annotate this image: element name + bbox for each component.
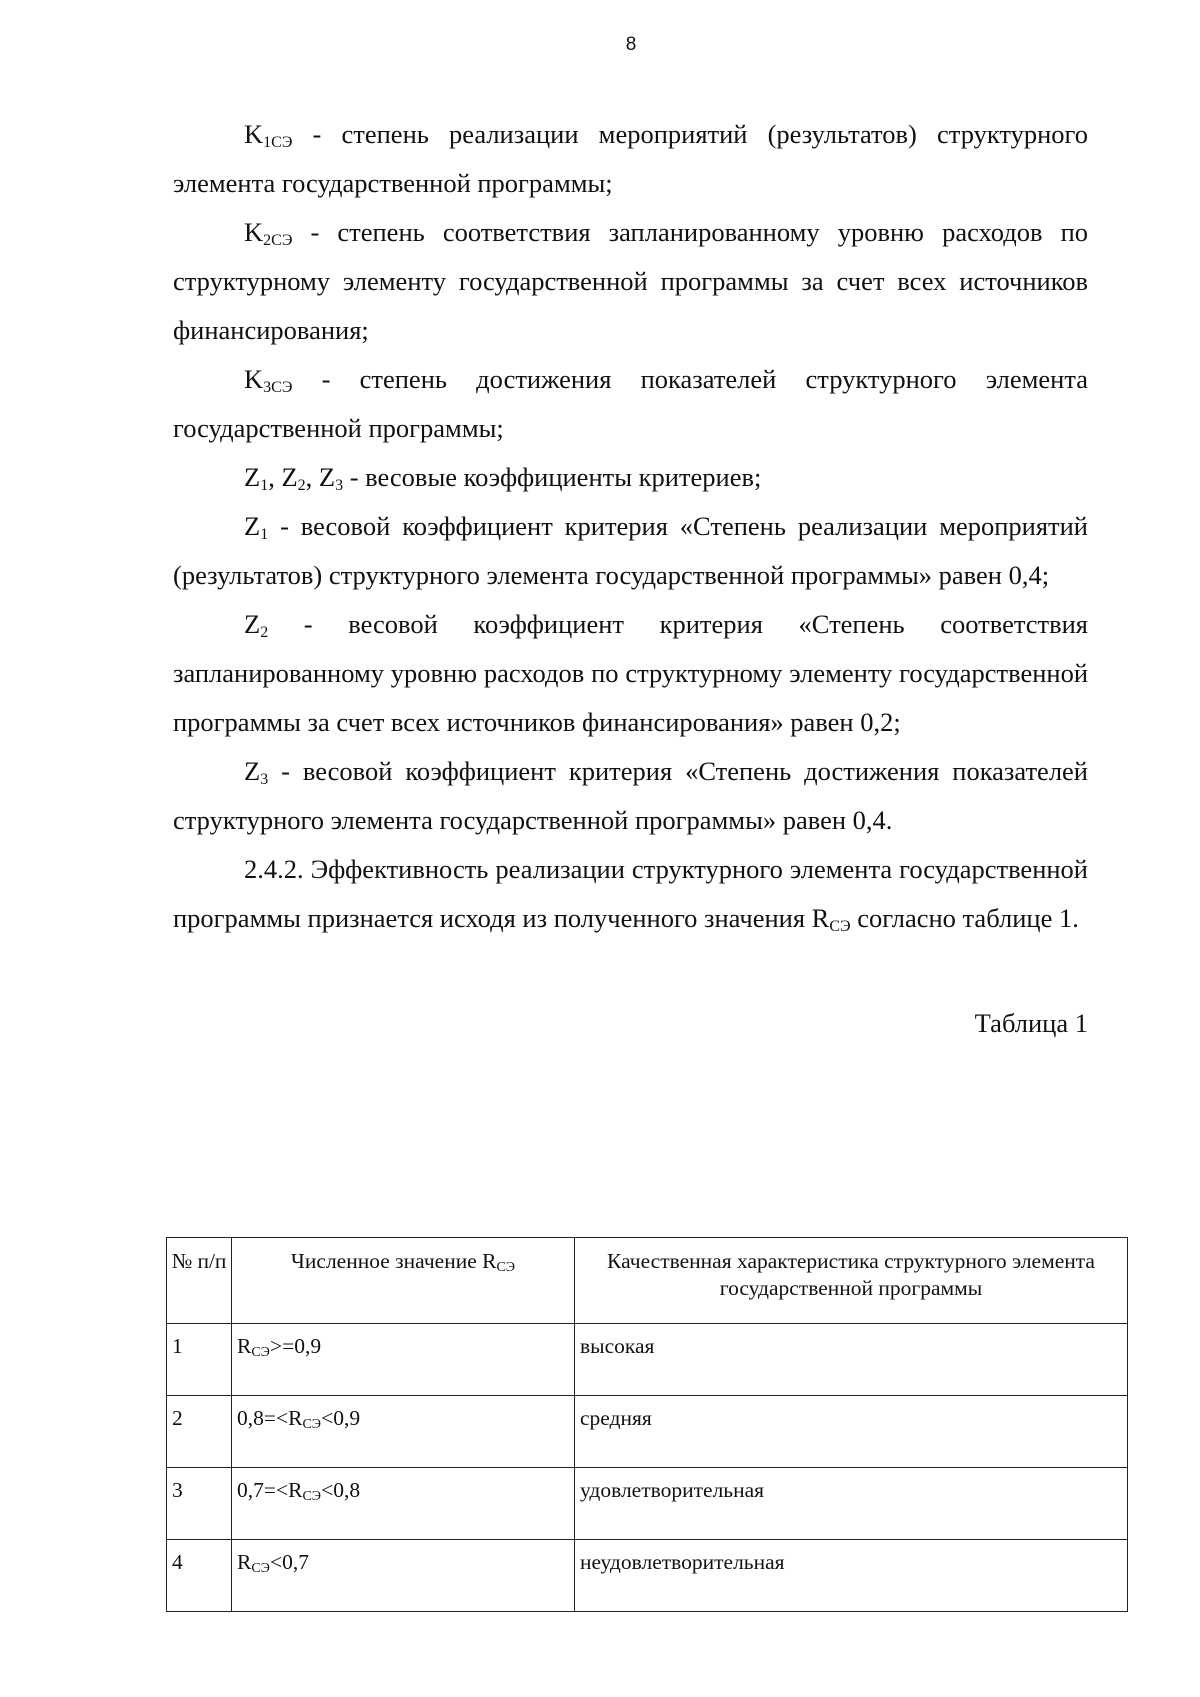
paragraph-z2: $Z_2$ - весовой коэффициент критерия «Степень соответствия запланированному уровню расходов по структурному элементу государственной программы за счет всех источников финансирования» равен 0,2; [173, 609, 1088, 737]
paragraph-k3: $K_{3СЭ}$ - степень достижения показателей структурного элемента государственной программы; [173, 364, 1088, 443]
cell-value: $0,7=<R_{СЭ}<0,8$ [232, 1468, 575, 1540]
table-row [167, 1540, 1128, 1612]
cell-quality: средняя [575, 1396, 1128, 1468]
paragraph-weights: $Z_1$, $Z_2$, $Z_3$ - весовые коэффициенты критериев; [244, 462, 762, 494]
document-body [173, 110, 1088, 1055]
cell-value: $R_{СЭ}>=0,9$ [232, 1324, 575, 1396]
cell-num: 3 [167, 1468, 232, 1540]
cell-num: 2 [167, 1396, 232, 1468]
page-number: 8 [625, 34, 637, 55]
table-row [167, 1324, 1128, 1396]
paragraph-k2: $K_{2СЭ}$ - степень соответствия запланированному уровню расходов по структурному элементу государственной программы за счет всех источников финансирования; [173, 217, 1088, 345]
paragraph-2-4-2: 2.4.2. Эффективность реализации структурного элемента государственной программы признается исходя из полученного значения $R_{СЭ}$ согласно таблице 1. [173, 854, 1088, 935]
cell-value: $0,8=<R_{СЭ}<0,9$ [232, 1396, 575, 1468]
table-row [167, 1468, 1128, 1540]
table-row [167, 1396, 1128, 1468]
table-header-row [167, 1238, 1128, 1324]
table-caption: Таблица 1 [974, 1008, 1088, 1038]
cell-num: 1 [167, 1324, 232, 1396]
header-quality: Качественная характеристика структурного элемента государственной программы [575, 1238, 1128, 1324]
paragraph-k1: $K_{1СЭ}$ - степень реализации мероприятий (результатов) структурного элемента государственной программы; [173, 119, 1088, 198]
paragraph-z3: $Z_3$ - весовой коэффициент критерия «Степень достижения показателей структурного элемента государственной программы» равен 0,4. [173, 756, 1088, 835]
cell-quality: высокая [575, 1324, 1128, 1396]
paragraph-z1: $Z_1$ - весовой коэффициент критерия «Степень реализации мероприятий (результатов) структурного элемента государственной программы» равен 0,4; [173, 511, 1088, 590]
evaluation-table [166, 1237, 1128, 1612]
cell-quality: неудовлетворительная [575, 1540, 1128, 1612]
header-num: № п/п [167, 1238, 232, 1324]
cell-num: 4 [167, 1540, 232, 1612]
cell-value: $R_{СЭ}<0,7$ [232, 1540, 575, 1612]
header-value: Численное значение $R_{СЭ}$ [232, 1238, 575, 1324]
cell-quality: удовлетворительная [575, 1468, 1128, 1540]
